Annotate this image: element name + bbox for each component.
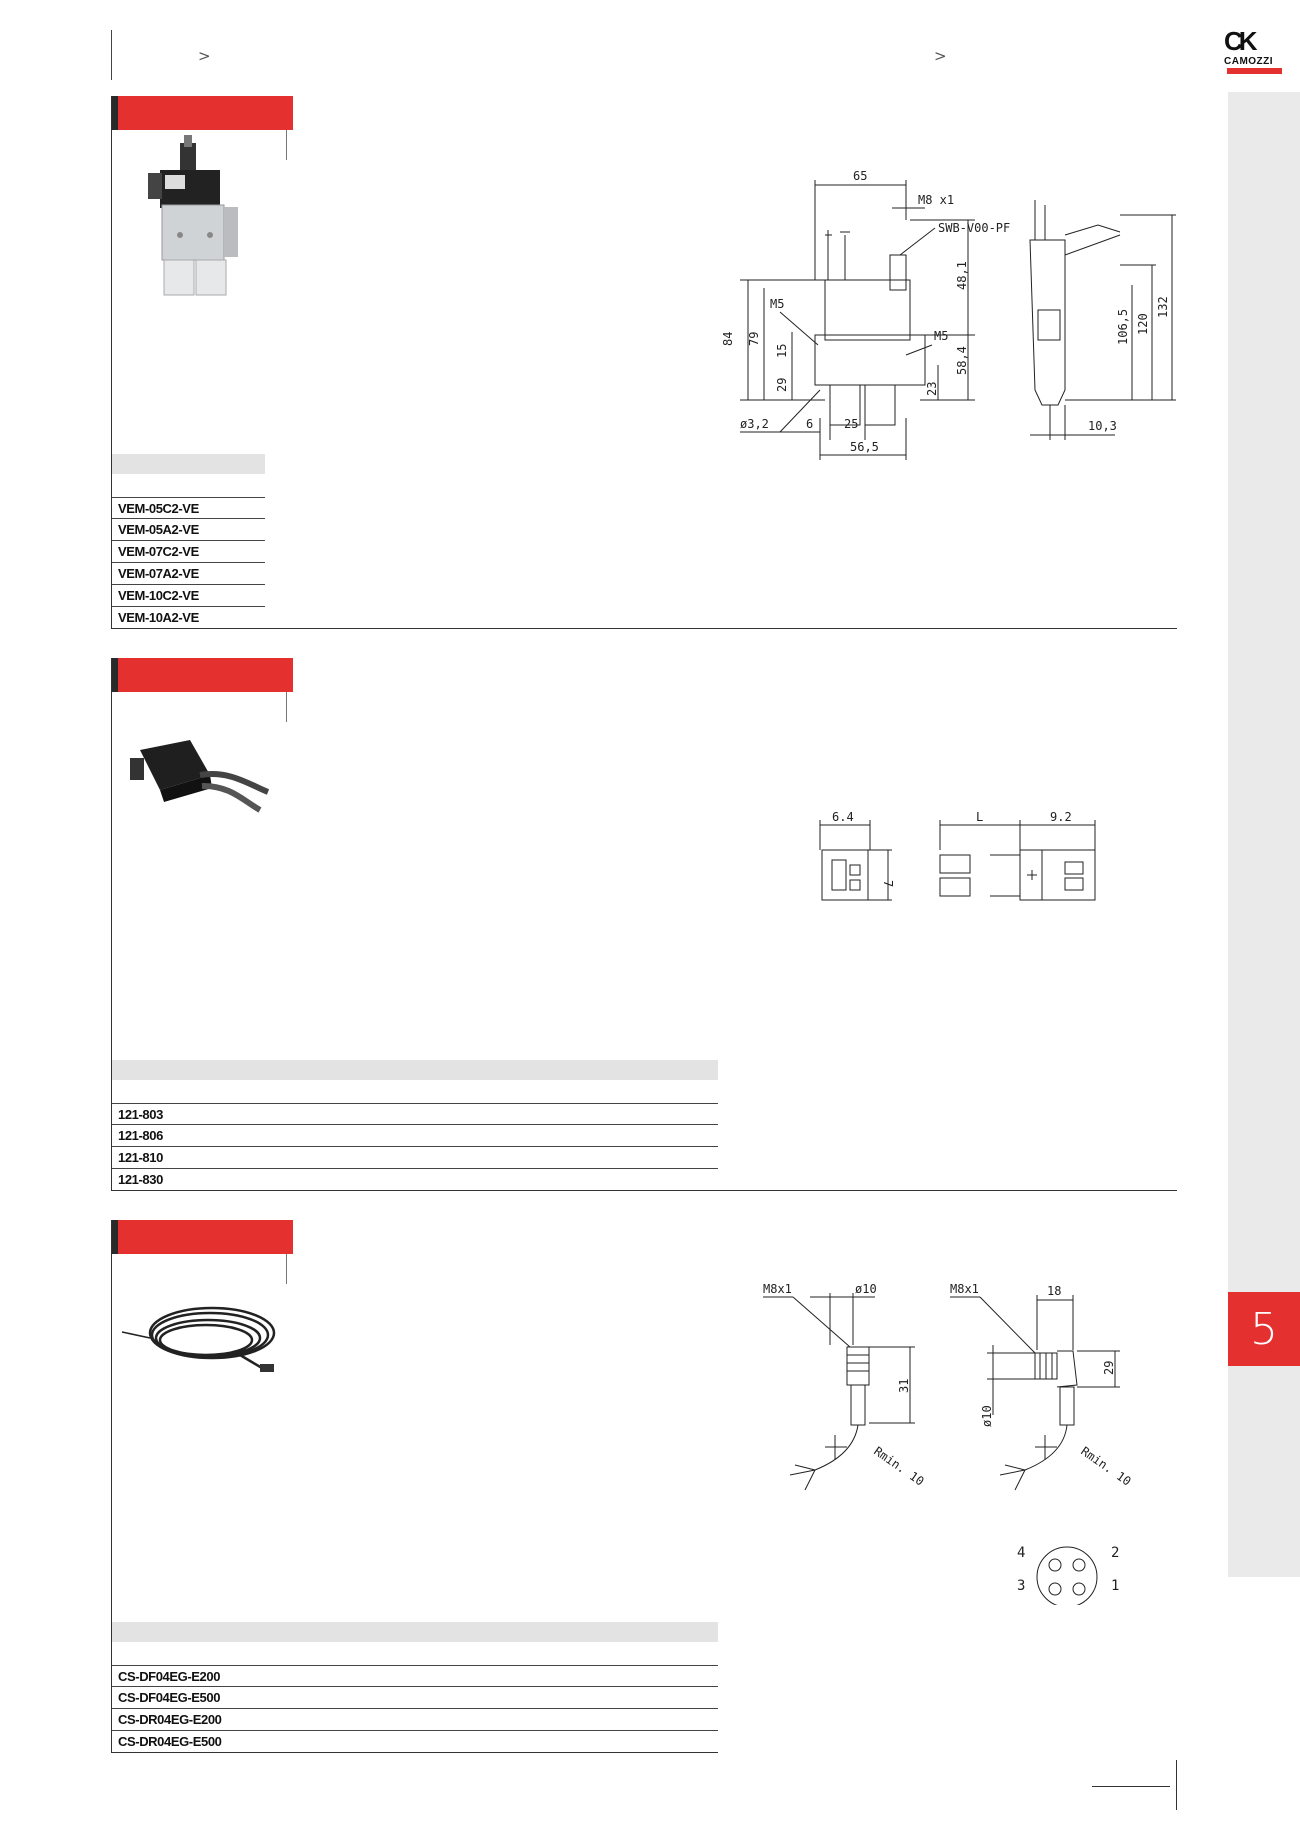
chapter-tab[interactable]: 5 [1228,1292,1300,1366]
dim-label: M8 x1 [918,193,955,207]
dim-label: 31 [897,1378,911,1393]
breadcrumb-separator: > [934,47,947,65]
product-photo-vacuum-valve [140,135,265,305]
dim-label: M5 [770,297,785,311]
dim-label: Rmin. 10 [871,1443,927,1489]
dim-label: 79 [747,331,761,346]
dim-label: 132 [1156,296,1170,318]
table-header [112,1060,718,1080]
technical-drawing-valve [720,160,1180,460]
table-row: CS-DR04EG-E500 [112,1731,718,1753]
table-row: CS-DR04EG-E200 [112,1709,718,1731]
section-title-bar [118,1220,293,1254]
dim-label: 23 [925,381,939,396]
table-row: 121-810 [112,1147,718,1169]
table-row: VEM-05C2-VE [112,497,265,519]
breadcrumb-separator: > [198,47,211,65]
header-rule [111,30,112,80]
dim-label: 9.2 [1050,810,1072,824]
dim-label: 56,5 [850,440,879,454]
product-photo-connector [120,730,270,820]
table-header [112,1622,718,1642]
technical-drawing-cable-connector [755,1275,1155,1605]
dim-label: 15 [775,343,789,358]
dim-label: 6.4 [832,810,854,824]
dim-label: L [976,810,984,824]
dim-label: 6 [806,417,814,431]
dim-label: Rmin. 10 [1078,1443,1134,1489]
table-row: VEM-05A2-VE [112,519,265,541]
code-table [112,477,265,629]
technical-drawing-connector [810,810,1110,910]
section-title-rule [286,130,287,160]
dim-label: M8x1 [763,1282,792,1296]
section-divider [111,1190,1177,1191]
table-row: VEM-10C2-VE [112,585,265,607]
table-row: 121-830 [112,1169,718,1191]
code-table [112,1083,718,1191]
footer-vertical-rule [1176,1760,1177,1810]
dim-label: 106,5 [1116,308,1130,345]
section-title-bar [118,658,293,692]
table-row: CS-DF04EG-E500 [112,1687,718,1709]
dim-label: 25 [844,417,859,431]
code-table [112,1645,718,1753]
table-header [112,454,265,474]
dim-label: ø10 [855,1282,877,1296]
dim-label: SWB-V00-PF [938,221,1011,235]
brand-logo-icon: CK [1224,26,1254,56]
product-photo-cable [120,1300,280,1390]
dim-label: ø3,2 [740,417,769,431]
dim-label: 10,3 [1088,419,1117,433]
section-divider [111,628,1177,629]
dim-label: 48,1 [955,261,969,290]
dim-label: M5 [934,329,949,343]
dim-label: 120 [1136,313,1150,335]
section-title-rule [286,1254,287,1284]
table-row: 121-806 [112,1125,718,1147]
dim-label: M8x1 [950,1282,979,1296]
section-title-bar [118,96,293,130]
table-row: 121-803 [112,1103,718,1125]
dim-label: 18 [1047,1284,1062,1298]
brand-logo-bar [1227,68,1282,74]
brand-logo-text: CAMOZZI [1224,56,1274,67]
dim-label: 84 [721,331,735,346]
dim-label: ø10 [980,1405,994,1427]
section-divider [111,1752,718,1753]
dim-label: 29 [1102,1360,1116,1375]
pin-label: 2 [1111,1545,1120,1561]
pin-label: 3 [1017,1578,1026,1594]
pin-label: 1 [1111,1578,1120,1594]
dim-label: 58,4 [955,346,969,375]
section-title-rule [286,692,287,722]
pin-label: 4 [1017,1545,1026,1561]
dim-label: 7 [881,880,895,888]
table-row: CS-DF04EG-E200 [112,1665,718,1687]
table-row: VEM-07C2-VE [112,541,265,563]
dim-label: 29 [775,377,789,392]
dim-label: 65 [853,169,868,183]
footer-rule [1092,1786,1170,1787]
table-row: VEM-07A2-VE [112,563,265,585]
table-row: VEM-10A2-VE [112,607,265,629]
